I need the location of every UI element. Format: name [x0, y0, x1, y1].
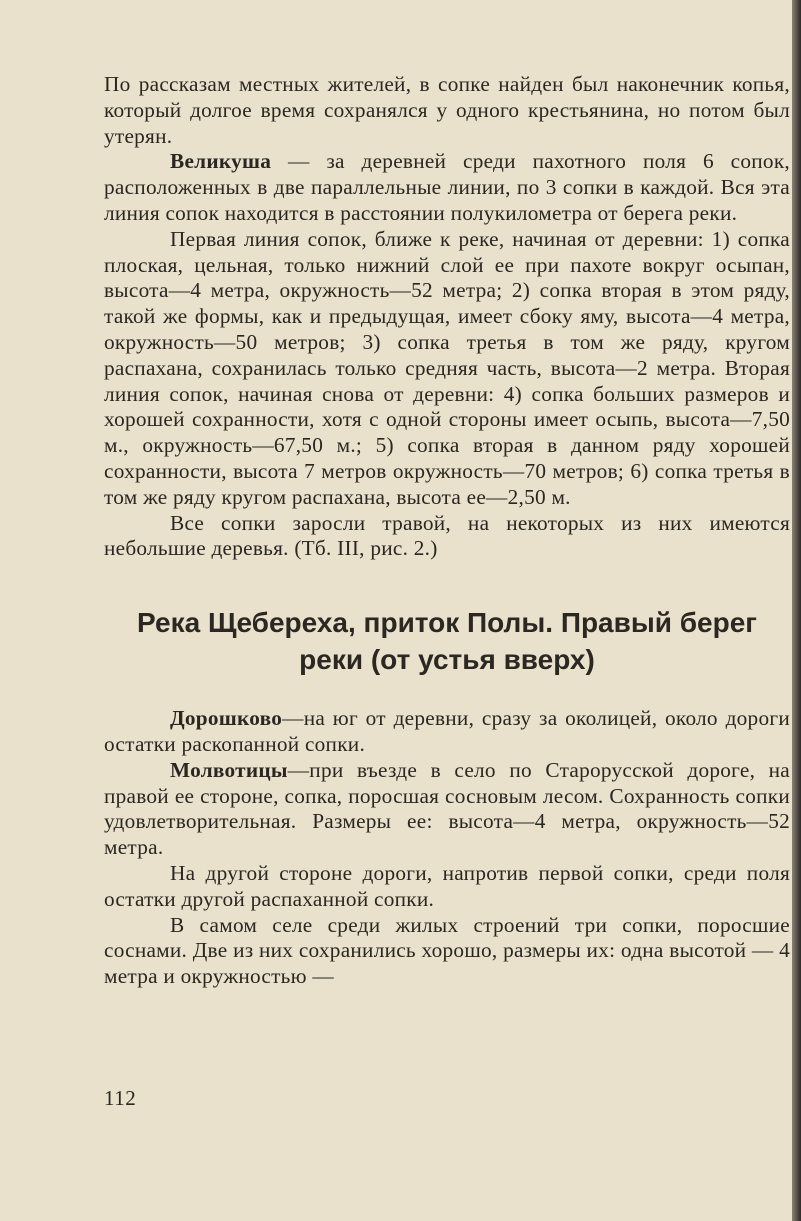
- paragraph-velikusha-text: — за деревней среди пахотного поля 6 сопок, расположенных в две параллельные линии, по 3 сопки в каждой. Вся эта линия сопок находится в расстоянии полукилометра от берега реки.: [104, 149, 790, 225]
- paragraph-spear-tip: По рассказам местных жителей, в сопке найден был наконечник копья, который долгое время сохранялся у одного крестьянина, но потом был утерян.: [104, 72, 790, 148]
- page-number: 112: [104, 1086, 137, 1110]
- page-text-block: [104, 72, 790, 990]
- paragraph-velikusha: [104, 149, 790, 226]
- paragraph-in-village: В самом селе среди жилых строений три сопки, поросшие соснами. Две из них сохранились хорошо, размеры их: одна высотой — 4 метра и окружностью —: [104, 912, 790, 989]
- paragraph-first-line-sopki: Первая линия сопок, ближе к реке, начиная от деревни: 1) сопка плоская, цельная, только нижний слой ее при пахоте вокруг осыпан, высота—4 метра, окружность—52 метра; 2) сопка вторая в этом ряду, такой же формы, как и предыдущая, имеет сбоку яму, высота—4 метра, окружность—50 метров; 3) сопка третья в том же ряду, кругом распахана, сохранилась только средняя часть, высота—2 метра. Вторая линия сопок, начиная снова от деревни: 4) сопка больших размеров и хорошей сохранности, хотя с одной стороны имеет осыпь, высота—7,50 м., окружность—67,50 м.; 5) сопка вторая в данном ряду хорошей сохранности, высота 7 метров окружность—70 метров; 6) сопка третья в том же ряду кругом распахана, высота ее—2,50 м.: [104, 226, 790, 509]
- place-name-velikusha: Великуша: [170, 149, 272, 174]
- place-name-molvotitsy: Молвотицы: [170, 757, 288, 782]
- section-heading: Река Щебереха, приток Полы. Правый берег реки (от устья вверх): [137, 607, 757, 676]
- paragraph-doroshkovo: [104, 706, 790, 758]
- page-edge-shadow: [792, 0, 801, 1221]
- paragraph-other-side: На другой стороне дороги, напротив первой сопки, среди поля остатки другой распаханной сопки.: [104, 860, 790, 911]
- place-name-doroshkovo: Дорошково: [170, 706, 283, 731]
- paragraph-grass: Все сопки заросли травой, на некоторых из них имеются небольшие деревья. (Тб. III, рис. 2.): [104, 510, 790, 561]
- paragraph-doroshkovo-text: —на юг от деревни, сразу за околицей, около дороги остатки раскопанной сопки.: [104, 706, 790, 756]
- paragraph-molvotitsy-text: —при въезде в село по Старорусской дороге, на правой ее стороне, сопка, поросшая сосновым лесом. Сохранность сопки удовлетворительная. Размеры ее: высота—4 метра, окружность—52 метра.: [104, 757, 790, 860]
- paragraph-molvotitsy: [104, 758, 790, 861]
